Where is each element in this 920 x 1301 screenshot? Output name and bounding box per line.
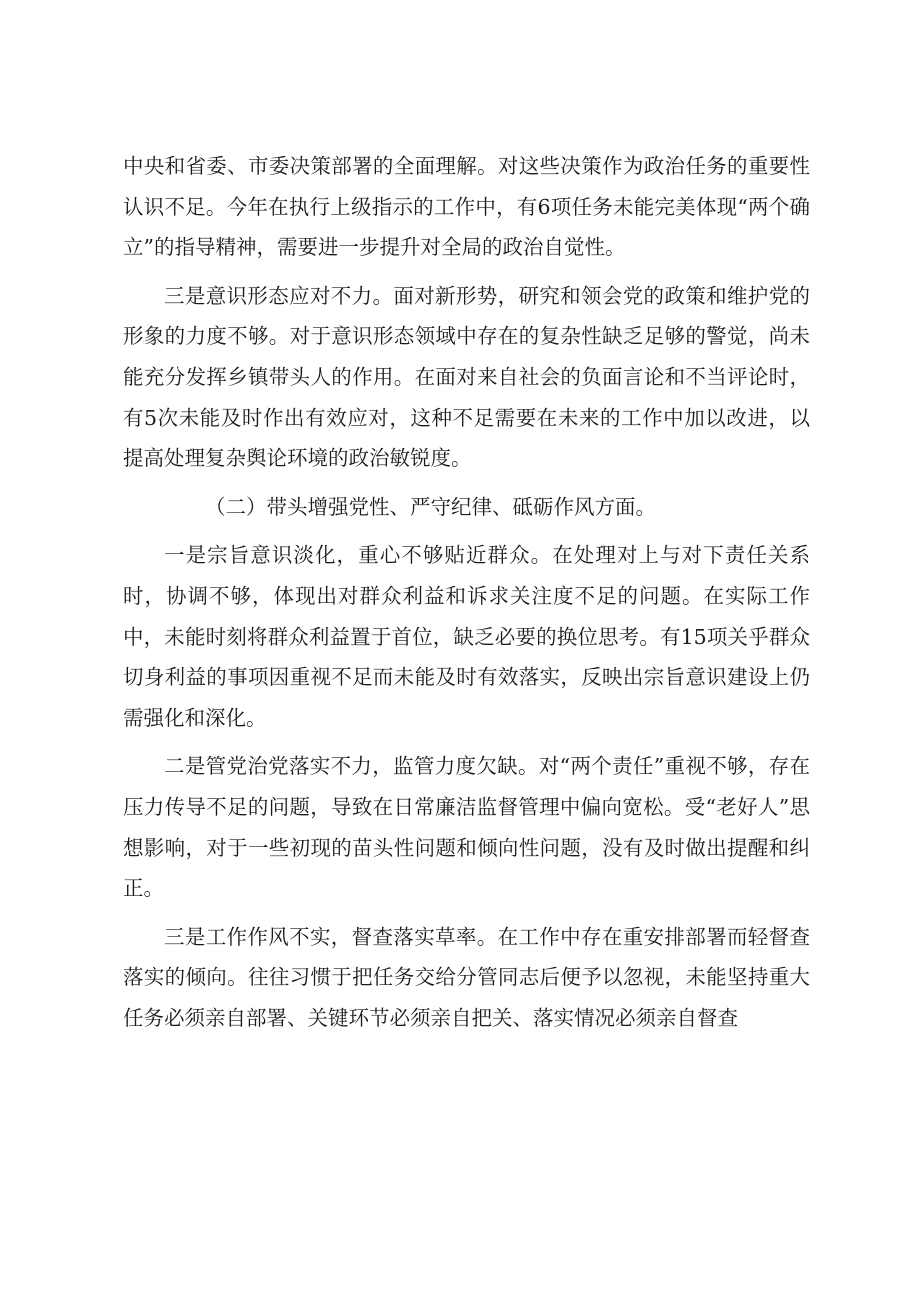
document-body (123, 146, 810, 1038)
paragraph-purpose-awareness: 一是宗旨意识淡化，重心不够贴近群众。在处理对上与对下责任关系时，协调不够，体现出对群众利益和诉求关注度不足的问题。在实际工作中，未能时刻将群众利益置于首位，缺乏必要的换位思考。有15项关乎群众切身利益的事项因重视不足而未能及时有效落实，反映出宗旨意识建设上仍需强化和深化。 (123, 543, 810, 730)
paragraph-ideology: 三是意识形态应对不力。面对新形势，研究和领会党的政策和维护党的形象的力度不够。对于意识形态领域中存在的复杂性缺乏足够的警觉，尚未能充分发挥乡镇带头人的作用。在面对来自社会的负面言论和不当评论时，有5次未能及时作出有效应对，这种不足需要在未来的工作中加以改进，以提高处理复杂舆论环境的政治敏锐度。 (123, 283, 810, 471)
paragraph-work-style: 三是工作作风不实，督查落实草率。在工作中存在重安排部署而轻督查落实的倾向。往往习惯于把任务交给分管同志后便予以忽视，未能坚持重大任务必须亲自部署、关键环节必须亲自把关、落实情况必须亲自督查 (123, 924, 810, 1030)
paragraph-party-governance: 二是管党治党落实不力，监管力度欠缺。对“两个责任”重视不够，存在压力传导不足的问题，导致在日常廉洁监督管理中偏向宽松。受“老好人”思想影响，对于一些初现的苗头性问题和倾向性问题，没有及时做出提醒和纠正。 (123, 754, 810, 901)
section-heading: （二）带头增强党性、严守纪律、砥砺作风方面。 (205, 494, 656, 519)
paragraph-continuation: 中央和省委、市委决策部署的全面理解。对这些决策作为政治任务的重要性认识不足。今年在执行上级指示的工作中，有6项任务未能完美体现“两个确立”的指导精神，需要进一步提升对全局的政治自觉性。 (123, 154, 810, 260)
